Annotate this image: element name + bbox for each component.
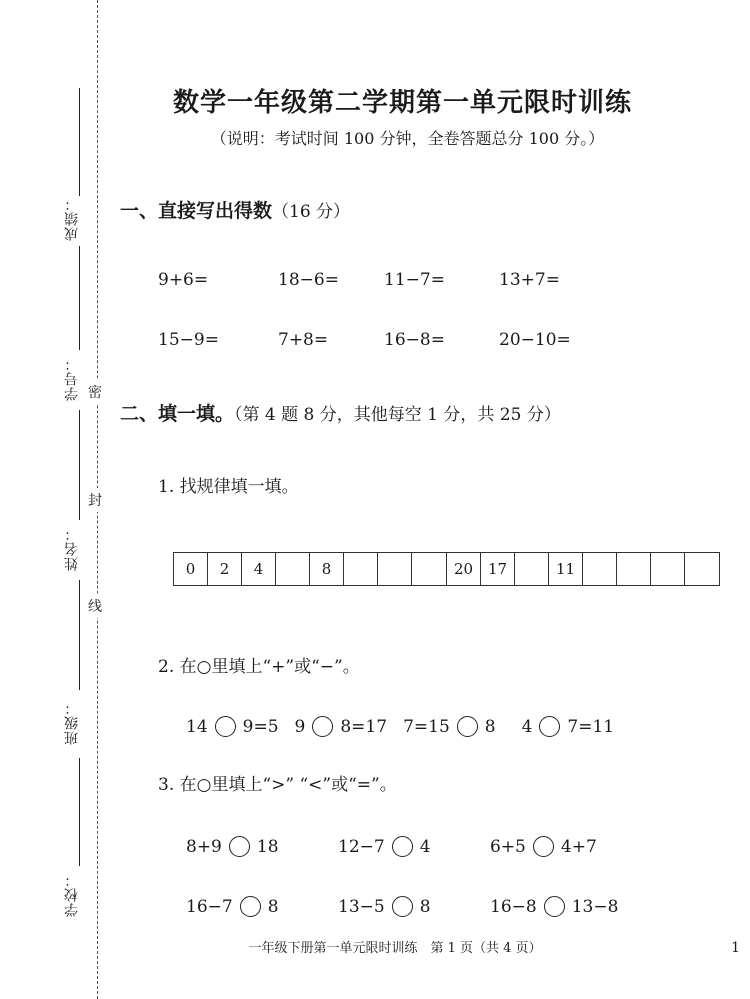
class-label: 班级： (64, 700, 80, 745)
q3-left: 13−5 (338, 896, 385, 917)
school-label: 学校： (64, 872, 80, 917)
sequence-b-cell[interactable] (617, 553, 651, 585)
seal-char-feng: 封 (88, 488, 102, 512)
answer-circle[interactable] (229, 836, 250, 857)
class-line (79, 580, 80, 690)
answer-circle[interactable] (544, 896, 565, 917)
section2-title: 二、填一填。 (120, 403, 235, 425)
q2-item-4-left: 4 (521, 716, 533, 737)
calc-7: 16−8= (384, 330, 445, 350)
page-footer: 一年级下册第一单元限时训练 第 1 页（共 4 页） (248, 941, 542, 956)
sequence-a-cell: 2 (208, 553, 242, 585)
q2-item-4-right: 7=11 (567, 716, 615, 737)
page-title: 数学一年级第二学期第一单元限时训练 (172, 88, 632, 118)
question-3-label: 3. 在○里填上“>” “<”或“=”。 (158, 775, 397, 795)
sequence-a-cell[interactable] (378, 553, 412, 585)
calc-1: 9+6= (158, 270, 209, 290)
answer-circle[interactable] (312, 716, 333, 737)
sequence-a-cell: 8 (310, 553, 344, 585)
section1-points: （16 分） (272, 202, 351, 222)
seal-char-mi: 密 (88, 380, 102, 404)
page-number: 1 (731, 940, 740, 956)
q3-item-6 (490, 896, 618, 917)
name-line (79, 410, 80, 520)
q2-item-3-right: 8 (484, 716, 496, 737)
sequence-b-cell[interactable] (651, 553, 685, 585)
sequence-b-cell: 11 (549, 553, 583, 585)
sequence-a-cell[interactable] (344, 553, 378, 585)
student-id-label: 学号： (64, 356, 80, 401)
question-2-label: 2. 在○里填上“+”或“−”。 (158, 657, 360, 677)
sequence-b-cell: 20 (447, 553, 481, 585)
answer-circle[interactable] (533, 836, 554, 857)
q2-item-1-right: 9=5 (242, 716, 279, 737)
sequence-b-cell[interactable] (685, 553, 719, 585)
q3-item-3 (490, 836, 597, 857)
answer-circle[interactable] (392, 896, 413, 917)
q2-item-2-right: 8=17 (340, 716, 388, 737)
name-label: 姓名： (64, 526, 80, 571)
question-2-row (186, 716, 614, 737)
answer-circle[interactable] (539, 716, 560, 737)
answer-circle[interactable] (392, 836, 413, 857)
section2-points: （第 4 题 8 分，其他每空 1 分，共 25 分） (234, 405, 561, 425)
q3-right: 8 (267, 896, 279, 917)
calc-3: 11−7= (384, 270, 445, 290)
q3-right: 13−8 (571, 896, 619, 917)
sequence-b (446, 552, 720, 586)
sequence-a (173, 552, 447, 586)
q3-item-5 (338, 896, 431, 917)
sequence-a-cell: 4 (242, 553, 276, 585)
q2-item-1-left: 14 (186, 716, 208, 737)
q3-item-1 (186, 836, 279, 857)
answer-circle[interactable] (215, 716, 236, 737)
section2-heading (120, 399, 561, 426)
sequence-a-cell[interactable] (276, 553, 310, 585)
answer-circle[interactable] (240, 896, 261, 917)
calc-8: 20−10= (499, 330, 571, 350)
question-1-label: 1. 找规律填一填。 (158, 477, 299, 497)
q2-item-2-left: 9 (294, 716, 306, 737)
q3-item-4 (186, 896, 279, 917)
score-label: 成绩： (64, 196, 80, 241)
q3-left: 6+5 (490, 836, 526, 857)
section1-title: 一、直接写出得数 (120, 200, 273, 222)
q3-right: 4 (419, 836, 431, 857)
calc-2: 18−6= (278, 270, 339, 290)
sequence-a-cell: 0 (174, 553, 208, 585)
school-line (79, 758, 80, 866)
calc-5: 15−9= (158, 330, 219, 350)
q3-right: 4+7 (560, 836, 597, 857)
answer-circle[interactable] (457, 716, 478, 737)
sequence-b-cell: 17 (481, 553, 515, 585)
sequence-b-cell[interactable] (583, 553, 617, 585)
calc-4: 13+7= (499, 270, 560, 290)
sequence-a-cell[interactable] (412, 553, 446, 585)
q3-left: 16−7 (186, 896, 233, 917)
q3-right: 18 (256, 836, 279, 857)
q3-left: 8+9 (186, 836, 222, 857)
page-subtitle: （说明：考试时间 100 分钟，全卷答题总分 100 分。） (210, 129, 605, 148)
seal-char-xian: 线 (88, 594, 102, 618)
q3-left: 16−8 (490, 896, 537, 917)
sequence-b-cell[interactable] (515, 553, 549, 585)
section1-heading (120, 196, 350, 223)
q3-left: 12−7 (338, 836, 385, 857)
calc-6: 7+8= (278, 330, 329, 350)
q3-right: 8 (419, 896, 431, 917)
q2-item-3-left: 7=15 (403, 716, 450, 737)
student-id-line (79, 246, 80, 350)
q3-item-2 (338, 836, 431, 857)
